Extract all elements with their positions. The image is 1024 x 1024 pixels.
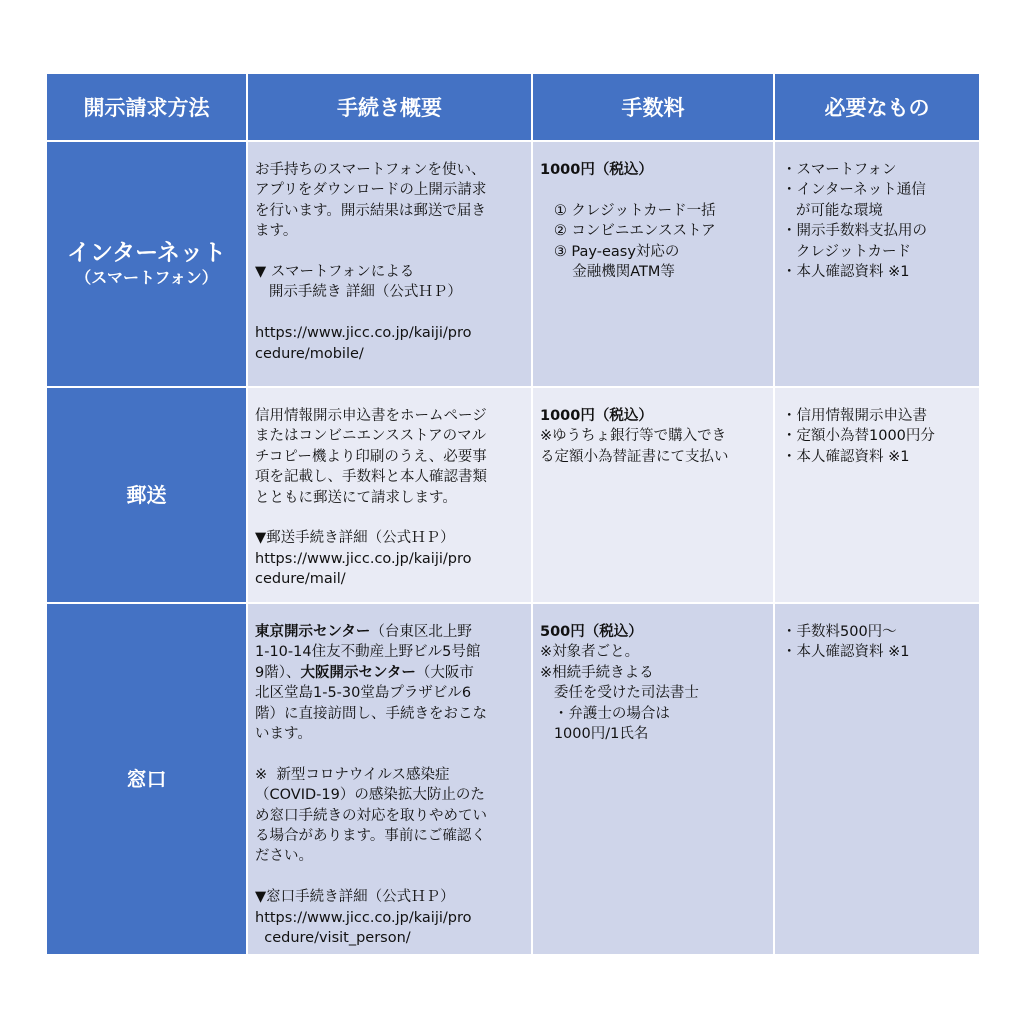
bold-text: 1000円（税込）	[540, 162, 653, 178]
fee-cell	[532, 603, 774, 955]
table-row-counter	[46, 603, 980, 955]
text-line	[540, 160, 767, 180]
text-segment: ※ 新型コロナウイルス感染症	[255, 766, 450, 783]
text-line	[255, 826, 525, 846]
text-segment: 1-10-14住友不動産上野ビル5号館	[255, 644, 481, 661]
text-segment: （COVID-19）の感染拡大防止のた	[255, 787, 485, 804]
text-segment: ▼ スマートフォンによる	[255, 264, 415, 281]
text-segment: ・手数料500円～	[782, 624, 897, 640]
header-method: 開示請求方法	[46, 73, 247, 141]
text-segment: 9階）、	[255, 664, 301, 681]
fee-cell	[532, 387, 774, 603]
text-segment: 項を記載し、手数料と本人確認書類	[255, 469, 487, 486]
table-row-mail	[46, 387, 980, 603]
text-segment: cedure/mail/	[255, 571, 346, 588]
text-line	[255, 282, 525, 302]
text-line	[255, 867, 525, 887]
header-row	[46, 73, 980, 141]
text-segment: ▼郵送手続き詳細（公式ＨＰ）	[255, 530, 455, 547]
fee-cell	[532, 141, 774, 387]
bold-text: 1000円（税込）	[540, 408, 653, 424]
text-segment: る定額小為替証書にて支払い	[540, 448, 729, 465]
text-segment: が可能な環境	[782, 202, 883, 219]
text-segment: ・本人確認資料 ※1	[782, 644, 910, 661]
text-line	[255, 221, 525, 241]
text-line	[255, 262, 525, 282]
text-line	[255, 180, 525, 200]
text-segment: を行います。開示結果は郵送で届き	[255, 202, 486, 219]
text-segment: ださい。	[255, 848, 313, 865]
text-line	[255, 528, 525, 548]
table-row-internet	[46, 141, 980, 387]
text-segment: cedure/visit_person/	[255, 930, 411, 947]
text-segment: 信用情報開示申込書をホームページ	[255, 408, 487, 424]
text-segment: ・信用情報開示申込書	[782, 408, 927, 424]
method-name: 窓口	[126, 767, 167, 792]
text-line	[540, 180, 767, 200]
text-line	[255, 806, 525, 826]
text-segment: https://www.jicc.co.jp/kaiji/pro	[255, 550, 472, 567]
bold-text: 500円（税込）	[540, 624, 643, 640]
method-cell	[46, 603, 247, 955]
text-segment: 委任を受けた司法書士	[540, 685, 699, 702]
header-summary: 手続き概要	[247, 73, 532, 141]
requirements-cell	[774, 387, 980, 603]
text-line	[255, 642, 525, 662]
text-line	[540, 663, 767, 683]
text-line	[255, 426, 525, 446]
text-segment: ※相続手続きよる	[540, 664, 654, 681]
text-segment: ・弁護士の場合は	[540, 705, 670, 722]
text-line	[255, 467, 525, 487]
text-line	[255, 704, 525, 724]
text-segment: ・開示手数料支払用の	[782, 223, 927, 240]
text-line	[255, 744, 525, 764]
text-line	[540, 262, 767, 282]
text-line	[255, 242, 525, 262]
text-line	[540, 704, 767, 724]
text-line	[255, 447, 525, 467]
text-segment: クレジットカード	[782, 243, 912, 260]
text-line	[540, 642, 767, 662]
text-line	[255, 488, 525, 508]
text-line	[540, 724, 767, 744]
text-line	[540, 622, 767, 642]
bold-text: 東京開示センター	[255, 624, 371, 640]
text-line	[255, 160, 525, 180]
text-segment: （台東区北上野	[370, 624, 472, 640]
text-line	[255, 846, 525, 866]
method-subname: （スマートフォン）	[75, 268, 218, 287]
text-line	[255, 323, 525, 343]
text-segment: ・本人確認資料 ※1	[782, 264, 910, 281]
text-segment: ③ Pay-easy対応の	[540, 243, 680, 260]
text-line	[540, 221, 767, 241]
text-line	[255, 622, 525, 642]
text-line	[782, 642, 973, 662]
text-line	[540, 426, 767, 446]
text-segment: め窓口手続きの対応を取りやめてい	[255, 807, 487, 824]
text-line	[782, 447, 973, 467]
text-segment: https://www.jicc.co.jp/kaiji/pro	[255, 909, 472, 926]
text-line	[255, 908, 525, 928]
text-line	[255, 724, 525, 744]
text-line	[540, 201, 767, 221]
text-line	[540, 683, 767, 703]
text-segment: ・本人確認資料 ※1	[782, 448, 910, 465]
text-line	[782, 242, 973, 262]
text-line	[255, 765, 525, 785]
requirements-cell	[774, 603, 980, 955]
text-segment: 北区堂島1-5-30堂島プラザビル6	[255, 685, 472, 702]
text-line	[255, 549, 525, 569]
text-line	[540, 242, 767, 262]
summary-cell	[247, 141, 532, 387]
text-segment: 階）に直接訪問し、手続きをおこな	[255, 705, 487, 722]
text-segment: ・定額小為替1000円分	[782, 428, 935, 445]
bold-text: 大阪開示センター	[300, 664, 416, 681]
text-segment: チコピー機より印刷のうえ、必要事	[255, 448, 487, 465]
text-line	[540, 447, 767, 467]
text-line	[255, 887, 525, 907]
text-segment: またはコンビニエンスストアのマル	[255, 428, 487, 445]
text-line	[255, 785, 525, 805]
text-segment: （大阪市	[415, 664, 474, 681]
method-name: 郵送	[126, 483, 167, 507]
header-fee: 手数料	[532, 73, 774, 141]
text-line	[782, 426, 973, 446]
text-line	[255, 569, 525, 589]
text-line	[255, 928, 525, 948]
text-line	[782, 406, 973, 426]
text-segment: ※対象者ごと。	[540, 644, 640, 661]
text-segment: ・スマートフォン	[782, 162, 897, 178]
text-line	[782, 221, 973, 241]
text-line	[255, 344, 525, 364]
text-segment: る場合があります。事前にご確認く	[255, 828, 486, 845]
text-line	[782, 622, 973, 642]
text-line	[782, 180, 973, 200]
text-line	[255, 406, 525, 426]
text-segment: アプリをダウンロードの上開示請求	[255, 182, 487, 199]
method-name: インターネット	[67, 240, 226, 266]
text-segment: 金融機関ATM等	[540, 264, 675, 281]
text-segment: https://www.jicc.co.jp/kaiji/pro	[255, 325, 472, 342]
text-segment: ・インターネット通信	[782, 182, 926, 199]
header-requirements: 必要なもの	[774, 73, 980, 141]
method-cell	[46, 387, 247, 603]
text-line	[255, 663, 525, 683]
disclosure-methods-table	[45, 72, 981, 956]
text-segment: ① クレジットカード一括	[540, 202, 716, 219]
text-line	[782, 160, 973, 180]
summary-cell	[247, 387, 532, 603]
text-segment: 開示手続き 詳細（公式ＨＰ）	[255, 284, 462, 301]
text-segment: ▼窓口手続き詳細（公式ＨＰ）	[255, 889, 455, 906]
text-line	[782, 201, 973, 221]
text-line	[255, 303, 525, 323]
requirements-cell	[774, 141, 980, 387]
text-segment: ※ゆうちょ銀行等で購入でき	[540, 428, 727, 445]
text-segment: お手持ちのスマートフォンを使い、	[255, 162, 486, 178]
text-segment: ます。	[255, 223, 298, 240]
method-cell	[46, 141, 247, 387]
text-line	[255, 201, 525, 221]
text-segment: とともに郵送にて請求します。	[255, 489, 457, 506]
text-line	[255, 508, 525, 528]
summary-cell	[247, 603, 532, 955]
text-segment: ② コンビニエンスストア	[540, 223, 716, 240]
text-segment: cedure/mobile/	[255, 345, 364, 362]
text-segment: 1000円/1氏名	[540, 726, 649, 743]
text-line	[255, 683, 525, 703]
text-line	[540, 406, 767, 426]
text-segment: います。	[255, 726, 312, 743]
text-line	[782, 262, 973, 282]
